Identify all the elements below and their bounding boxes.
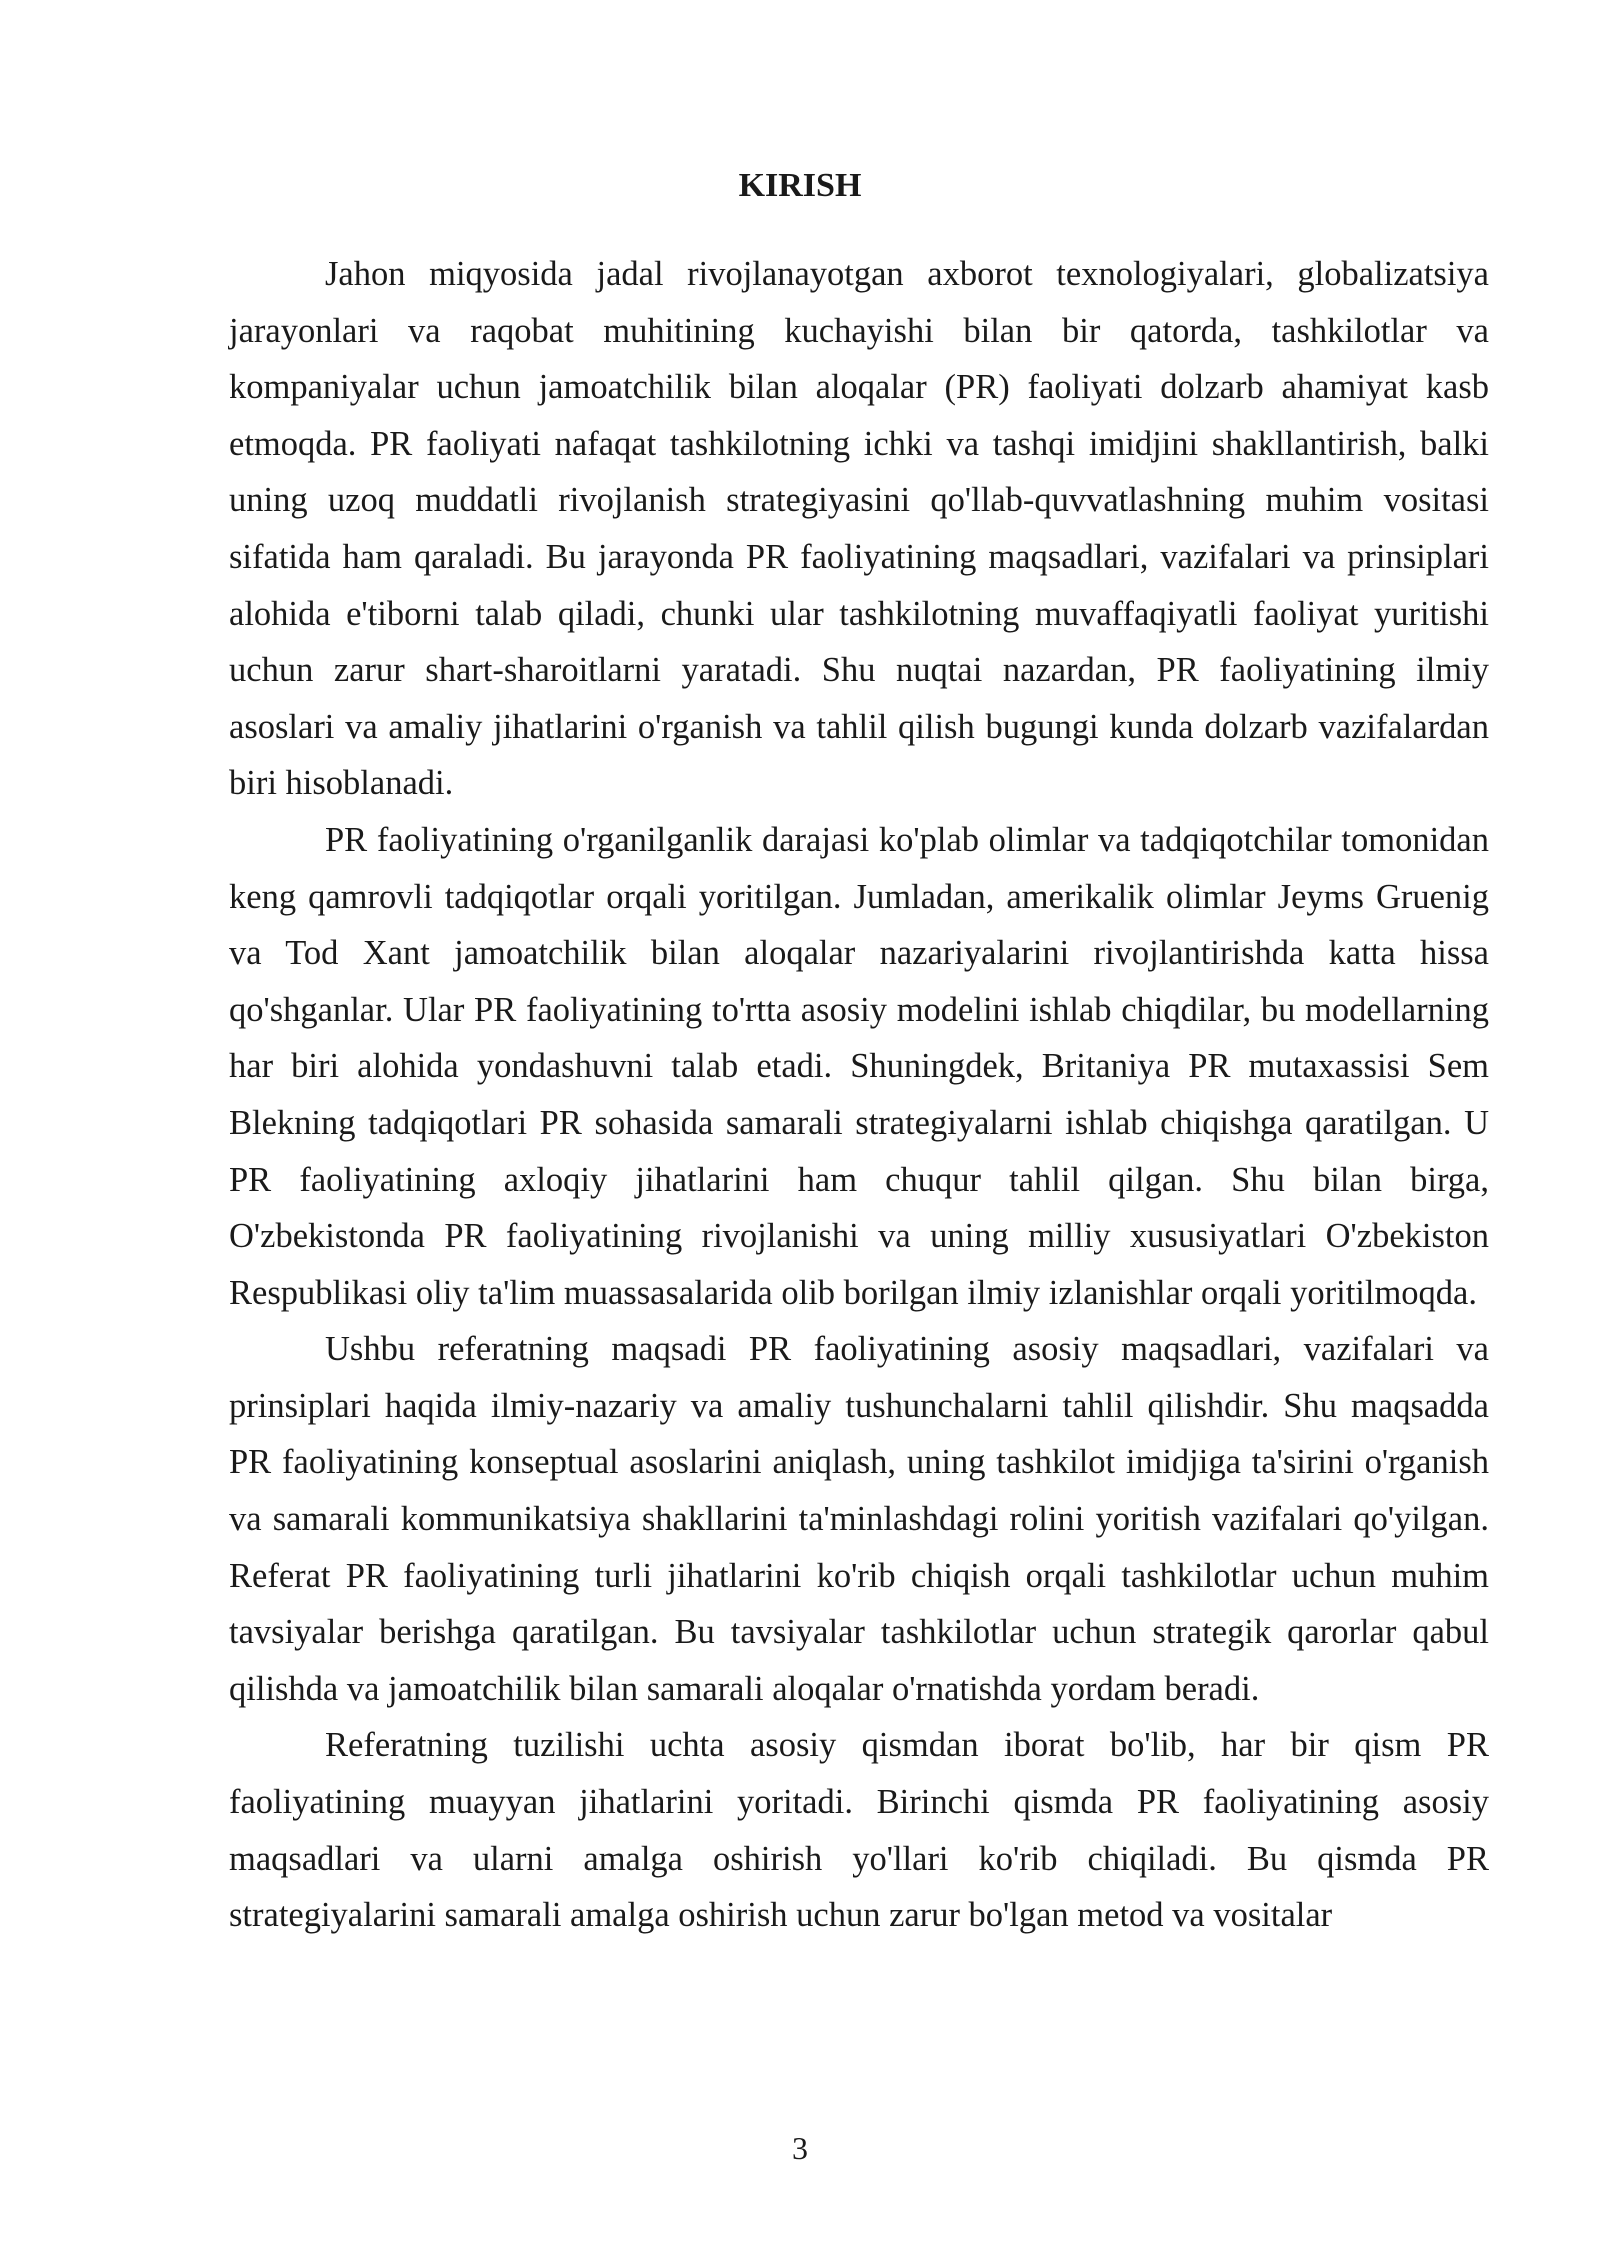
paragraph-literature-review: PR faoliyatining o'rganilganlik darajasi ko'plab olimlar va tadqiqotchilar tomonidan keng qamrovli tadqiqotlar orqali yoritilgan. Jumladan, amerikalik olimlar Jeyms Gruenig va Tod Xant jamoatchilik bilan aloqalar nazariyalarini rivojlantirishda katta hissa qo'shganlar. Ular PR faoliyatining to'rtta asosiy modelini ishlab chiqdilar, bu modellarning har biri alohida yondashuvni talab etadi. Shuningdek, Britaniya PR mutaxassisi Sem Blekning tadqiqotlari PR sohasida samarali strategiyalarni ishlab chiqishga qaratilgan. U PR faoliyatining axloqiy jihatlarini ham chuqur tahlil qilgan. Shu bilan birga, O'zbekistonda PR faoliyatining rivojlanishi va uning milliy xususiyatlari O'zbekiston Respublikasi oliy ta'lim muassasalarida olib borilgan ilmiy izlanishlar orqali yoritilmoqda. — [229, 820, 1489, 1312]
paragraph-structure: Referatning tuzilishi uchta asosiy qismdan iborat bo'lib, har bir qism PR faoliyatining muayyan jihatlarini yoritadi. Birinchi qismda PR faoliyatining asosiy maqsadlari va ularni amalga oshirish yo'llari ko'rib chiqiladi. Bu qismda PR strategiyalarini samarali amalga oshirish uchun zarur bo'lgan metod va vositalar — [229, 1726, 1489, 1935]
page-number: 3 — [792, 2130, 808, 2166]
paragraph-purpose: Ushbu referatning maqsadi PR faoliyatining asosiy maqsadlari, vazifalari va prinsiplari haqida ilmiy-nazariy va amaliy tushunchalarni tahlil qilishdir. Shu maqsadda PR faoliyatining konseptual asoslarini aniqlash, uning tashkilot imidjiga ta'sirini o'rganish va samarali kommunikatsiya shakllarini ta'minlashdagi rolini yoritish vazifalari qo'yilgan. Referat PR faoliyatining turli jihatlarini ko'rib chiqish orqali tashkilotlar uchun muhim tavsiyalar berishga qaratilgan. Bu tavsiyalar tashkilotlar uchun strategik qarorlar qabul qilishda va jamoatchilik bilan samarali aloqalar o'rnatishda yordam beradi. — [229, 1330, 1489, 1708]
paragraph-introduction: Jahon miqyosida jadal rivojlanayotgan axborot texnologiyalari, globalizatsiya jarayonlari va raqobat muhitining kuchayishi bilan bir qatorda, tashkilotlar va kompaniyalar uchun jamoatchilik bilan aloqalar (PR) faoliyati dolzarb ahamiyat kasb etmoqda. PR faoliyati nafaqat tashkilotning ichki va tashqi imidjini shakllantirish, balki uning uzoq muddatli rivojlanish strategiyasini qo'llab-quvvatlashning muhim vositasi sifatida ham qaraladi. Bu jarayonda PR faoliyatining maqsadlari, vazifalari va prinsiplari alohida e'tiborni talab qiladi, chunki ular tashkilotning muvaffaqiyatli faoliyat yuritishi uchun zarur shart-sharoitlarni yaratadi. Shu nuqtai nazardan, PR faoliyatining ilmiy asoslari va amaliy jihatlarini o'rganish va tahlil qilish bugungi kunda dolzarb vazifalardan biri hisoblanadi. — [229, 255, 1489, 803]
body-text — [229, 246, 1489, 1944]
section-title: KIRISH — [738, 167, 862, 204]
